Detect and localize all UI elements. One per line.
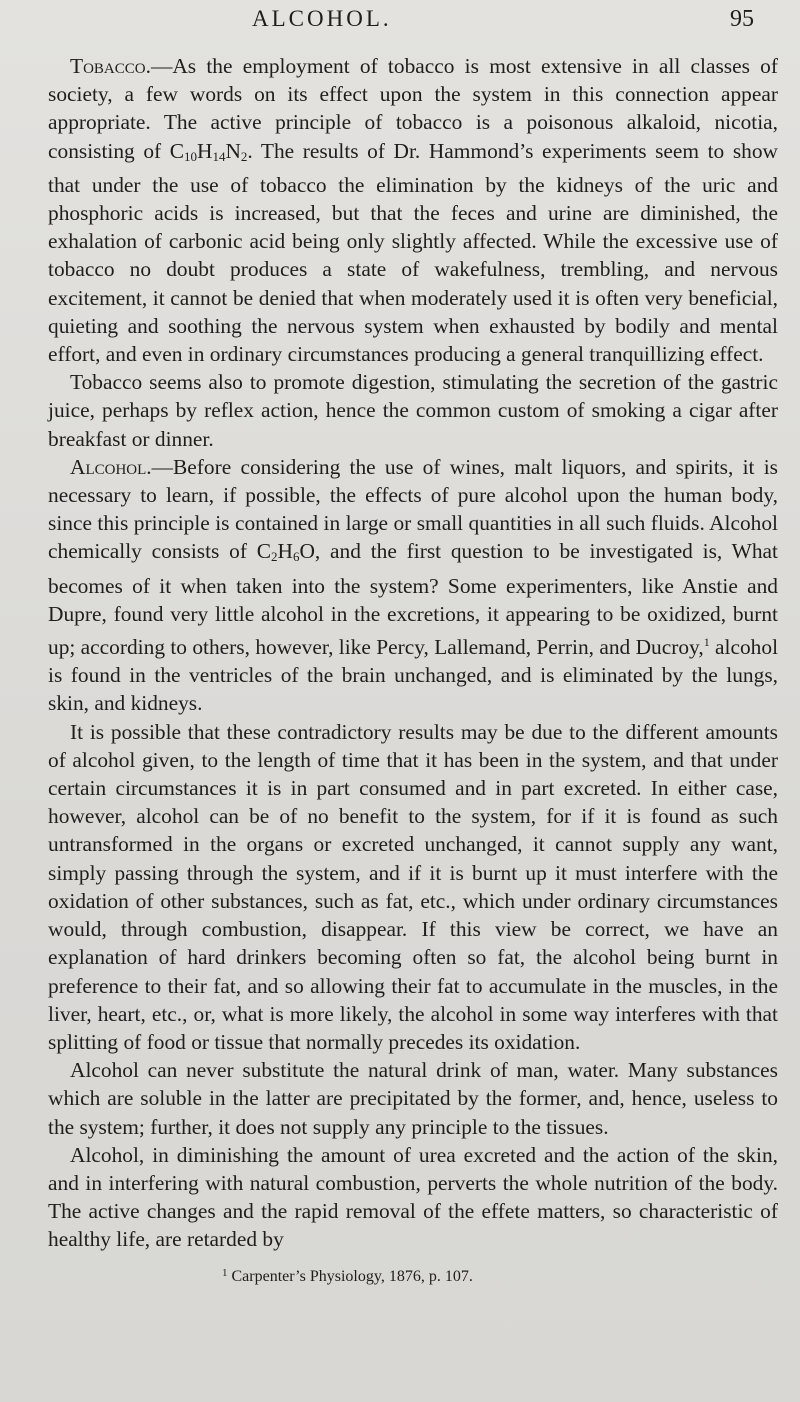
footnote-reference: 1 [703, 635, 710, 650]
footnote-text: Carpenter’s Physiology, 1876, p. 107. [227, 1268, 473, 1285]
footnote-mark: 1 [222, 1267, 228, 1279]
running-head [0, 6, 800, 42]
paragraph-water: Alcohol can never substitute the natural drink of man, water. Many substances which are soluble in the latter are precipitated by the former, and, hence, useless to the system; further, it does not supply any principle to the tissues. [48, 1058, 778, 1139]
page-number: 95 [730, 6, 754, 32]
paragraph-tobacco: Tobacco.—As the employment of tobacco is most extensive in all classes of society, a few words on its effect upon the system in this connection appear appropriate. The active principle of tobacco is a poisonous alkaloid, nicotia, consisting of $C_{10}H_{14}N_2$. The results of Dr. Hammond’s experiments seem to show that under the use of tobacco the elimination by the kidneys of the uric and phosphoric acids is increased, but that the feces and urine are diminished, the exhalation of carbonic acid being only slightly affected. While the excessive use of tobacco no doubt produces a state of wakefulness, trembling, and nervous excitement, it cannot be denied that when moderately used it is often very beneficial, quieting and soothing the nervous system when exhausted by bodily and mental effort, and even in ordinary circumstances producing a general tranquillizing effect. [48, 54, 778, 367]
section-lead-tobacco: Tobacco. [70, 54, 151, 78]
paragraph-digestion: Tobacco seems also to promote digestion, stimulating the secretion of the gastric juice, perhaps by reflex action, hence the common custom of smoking a cigar after breakfast or dinner. [48, 370, 778, 451]
paragraph-contradictory-results: It is possible that these contradictory results may be due to the different amounts of alcohol given, to the length of time that it has been in the system, and that under certain circumstances it is in part consumed and in part excreted. In either case, however, alcohol can be of no benefit to the system, for if it is found as such untransformed in the organs or excreted unchanged, it cannot supply any want, simply passing through the system, and if it is burnt up it must interfere with the oxidation of other substances, such as fat, etc., which under ordinary circumstances would, through combustion, disappear. If this view be correct, we have an explanation of hard drinkers becoming often so fat, the alcohol being burnt in preference to their fat, and so allowing their fat to accumulate in the muscles, in the liver, heart, etc., or, what is more likely, the alcohol in some way interferes with that splitting of food or tissue that normally precedes its oxidation. [48, 719, 778, 1054]
section-lead-alcohol: Alcohol. [70, 454, 152, 479]
paragraph-alcohol: Alcohol.—Before considering the use of wines, malt liquors, and spirits, it is necessary to learn, if possible, the effects of pure alcohol upon the human body, since this principle is contained in large or small quantities in all such fluids. Alcohol chemically consists of $C_2H_6O$, and the first question to be investigated is, What becomes of it when taken into the system? Some experimenters, like Anstie and Dupre, found very little alcohol in the excretions, it appearing to be oxidized, burnt up; according to others, however, like Percy, Lallemand, Perrin, and Ducroy,$^1$ alcohol is found in the ventricles of the brain unchanged, and is eliminated by the lungs, skin, and kidneys. [48, 454, 779, 716]
body-text [48, 52, 778, 1254]
footnote [222, 1267, 473, 1286]
running-title: ALCOHOL. [252, 6, 392, 31]
paragraph-nutrition: Alcohol, in diminishing the amount of urea excreted and the action of the skin, and in interfering with natural combustion, perverts the whole nutrition of the body. The active changes and the rapid removal of the effete matters, so characteristic of healthy life, are retarded by [48, 1142, 778, 1252]
